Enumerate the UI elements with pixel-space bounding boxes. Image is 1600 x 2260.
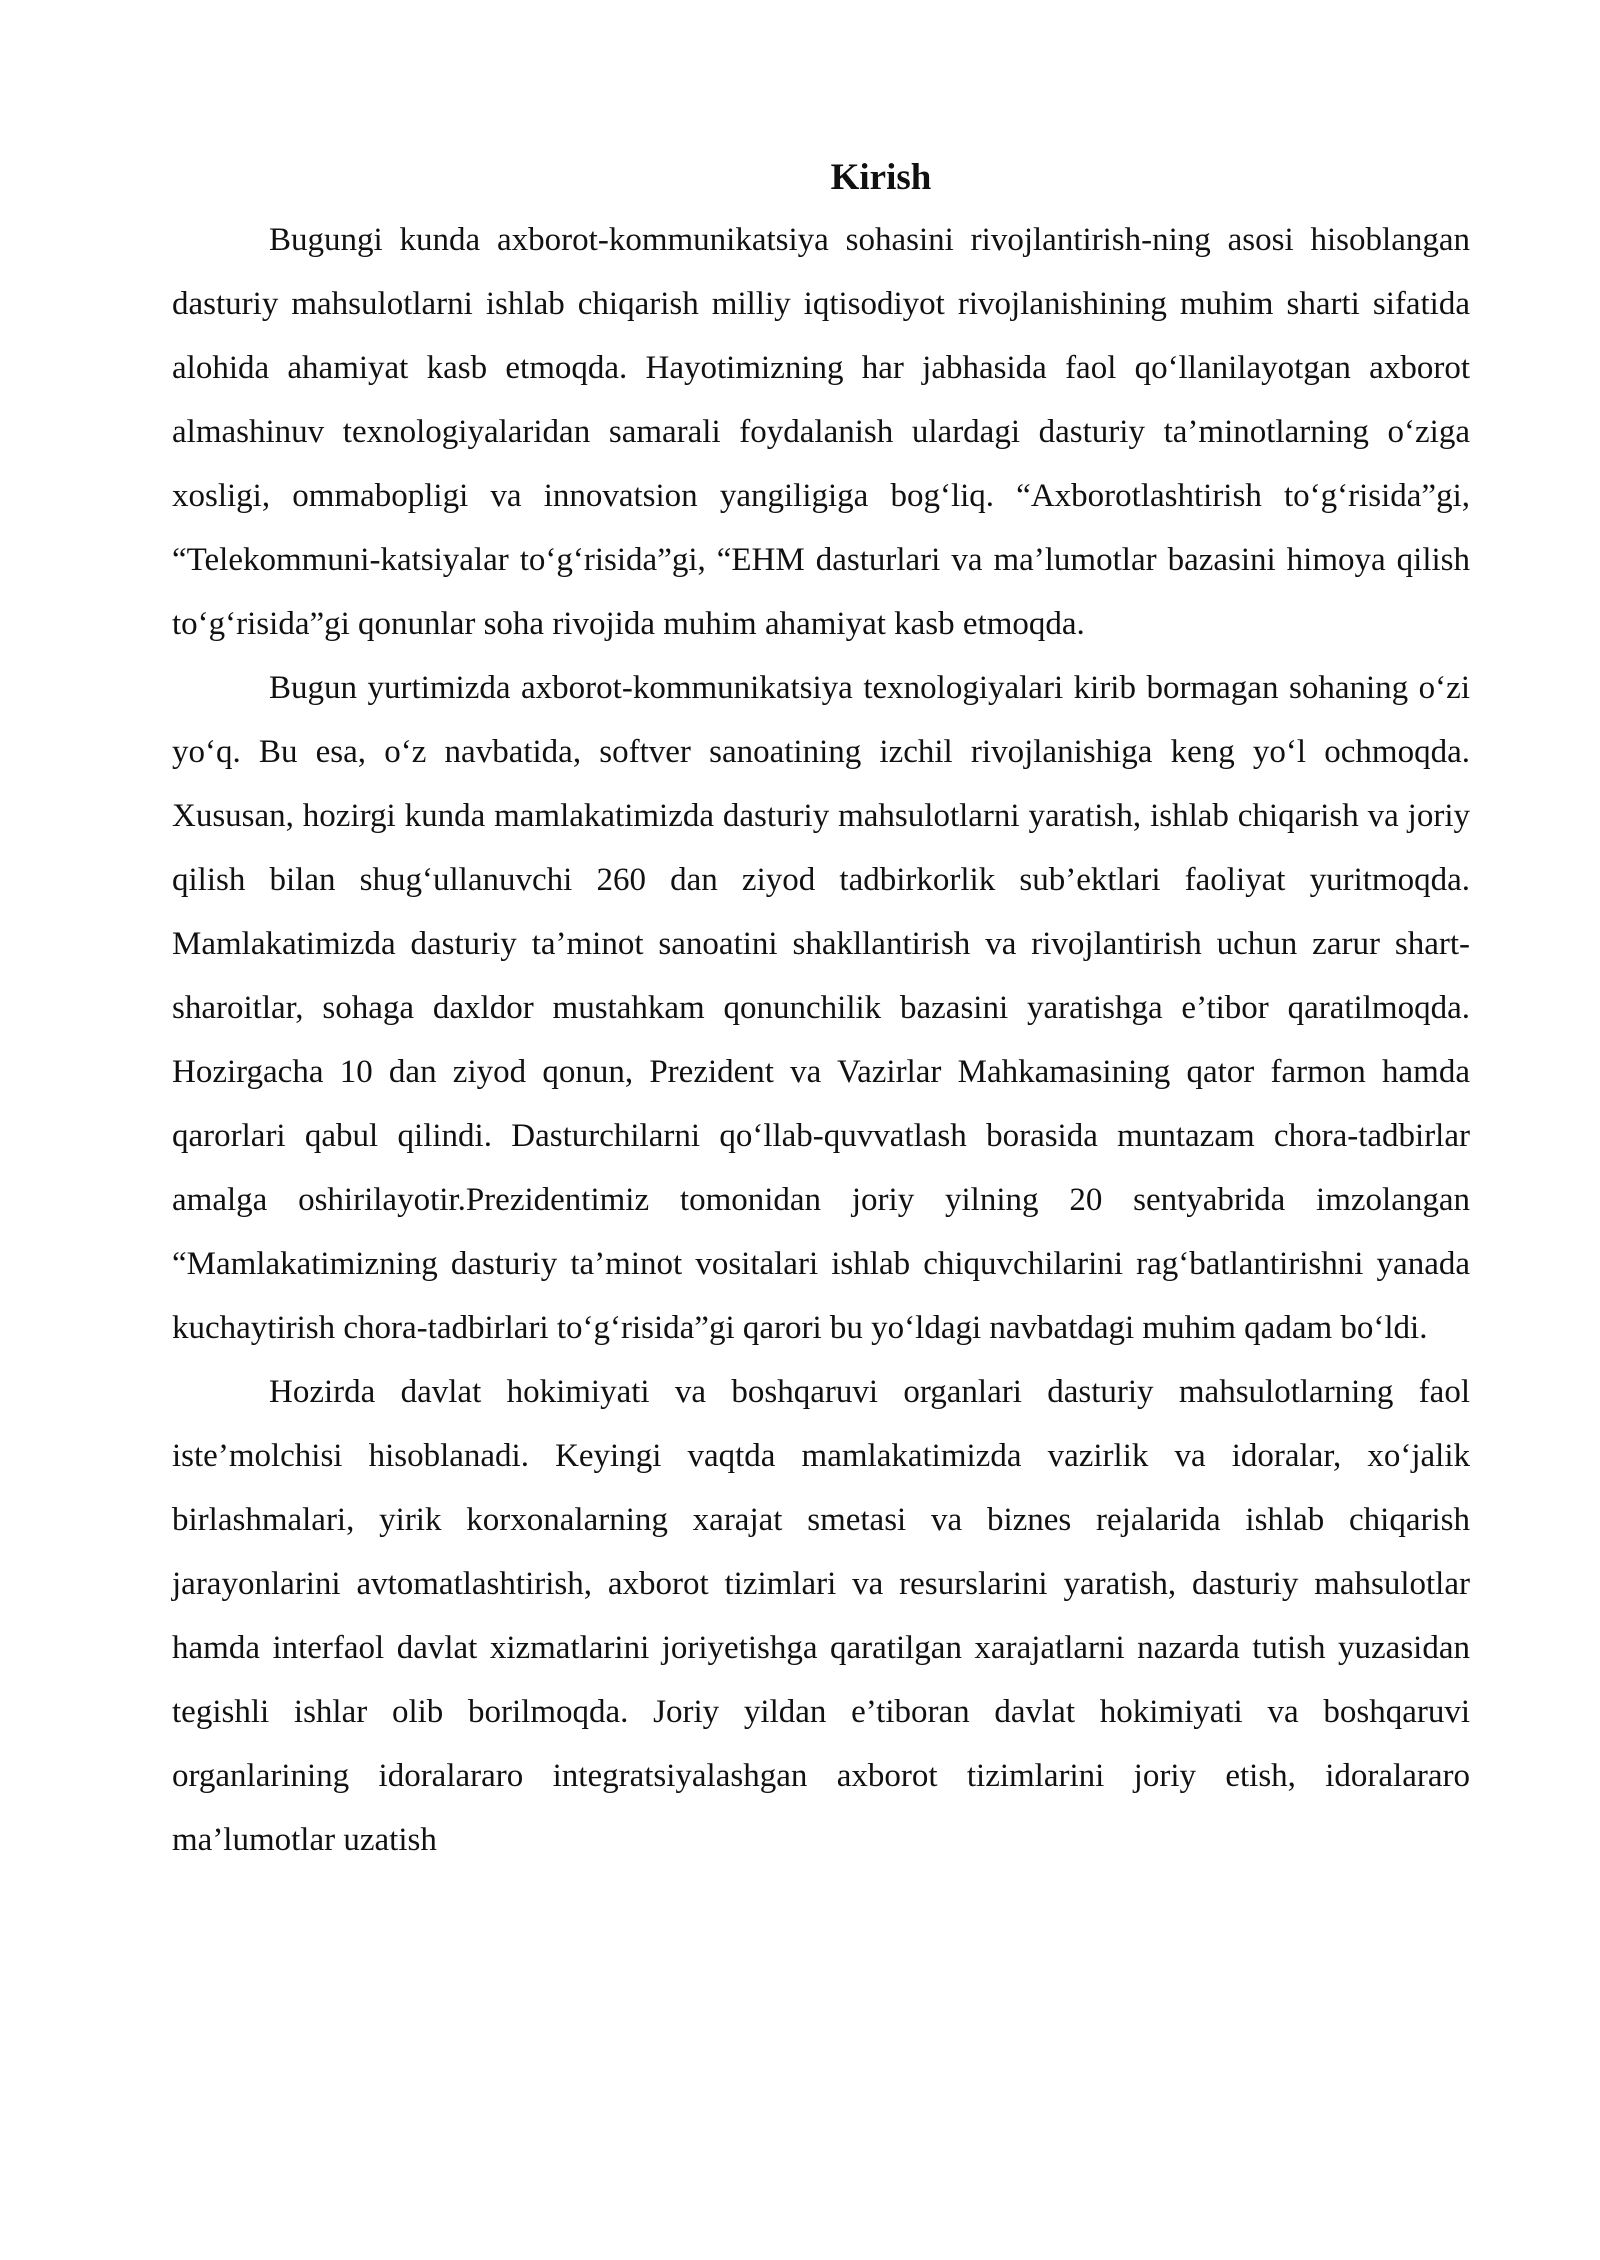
paragraph-3: Hozirda davlat hokimiyati va boshqaruvi organlari dasturiy mahsulotlarning faol iste’molchisi hisoblanadi. Keyingi vaqtda mamlakatimizda vazirlik va idoralar, xo‘jalik birlashmalari, yirik korxonalarning xarajat smetasi va biznes rejalarida ishlab chiqarish jarayonlarini avtomatlashtirish, axborot tizimlari va resurslarini yaratish, dasturiy mahsulotlar hamda interfaol davlat xizmatlarini joriyetishga qaratilgan xarajatlarni nazarda tutish yuzasidan tegishli ishlar olib borilmoqda. Joriy yildan e’tiboran davlat hokimiyati va boshqaruvi organlarining idoralararo integratsiyalashgan axborot tizimlarini joriy etish, idoralararo ma’lumotlar uzatish: [172, 1374, 1470, 1858]
paragraph-2: Bugun yurtimizda axborot-kommunikatsiya texnologiyalari kirib bormagan sohaning o‘zi yo‘q. Bu esa, o‘z navbatida, softver sanoatining izchil rivojlanishiga keng yo‘l ochmoqda. Xususan, hozirgi kunda mamlakatimizda dasturiy mahsulotlarni yaratish, ishlab chiqarish va joriy qilish bilan shug‘ullanuvchi 260 dan ziyod tadbirkorlik sub’ektlari faoliyat yuritmoqda. Mamlakatimizda dasturiy ta’minot sanoatini shakllantirish va rivojlantirish uchun zarur shart-sharoitlar, sohaga daxldor mustahkam qonunchilik bazasini yaratishga e’tibor qaratilmoqda. Hozirgacha 10 dan ziyod qonun, Prezident va Vazirlar Mahkamasining qator farmon hamda qarorlari qabul qilindi. Dasturchilarni qo‘llab-quvvatlash borasida muntazam chora-tadbirlar amalga oshirilayotir.Prezidentimiz tomonidan joriy yilning 20 sentyabrida imzolangan “Mamlakatimizning dasturiy ta’minot vositalari ishlab chiquvchilarini rag‘batlantirishni yanada kuchaytirish chora-tadbirlari to‘g‘risida”gi qarori bu yo‘ldagi navbatdagi muhim qadam bo‘ldi.: [172, 670, 1470, 1346]
paragraph-1: Bugungi kunda axborot-kommunikatsiya sohasini rivojlantirish-ning asosi hisoblangan dasturiy mahsulotlarni ishlab chiqarish milliy iqtisodiyot rivojlanishining muhim sharti sifatida alohida ahamiyat kasb etmoqda. Hayotimizning har jabhasida faol qo‘llanilayotgan axborot almashinuv texnologiyalaridan samarali foydalanish ulardagi dasturiy ta’minotlarning o‘ziga xosligi, ommabopligi va innovatsion yangiligiga bog‘liq. “Axborotlashtirish to‘g‘risida”gi, “Telekommuni-katsiyalar to‘g‘risida”gi, “EHM dasturlari va ma’lumotlar bazasini himoya qilish to‘g‘risida”gi qonunlar soha rivojida muhim ahamiyat kasb etmoqda.: [172, 222, 1470, 642]
document-body: [172, 150, 1470, 1872]
page-title: Kirish: [830, 157, 932, 198]
